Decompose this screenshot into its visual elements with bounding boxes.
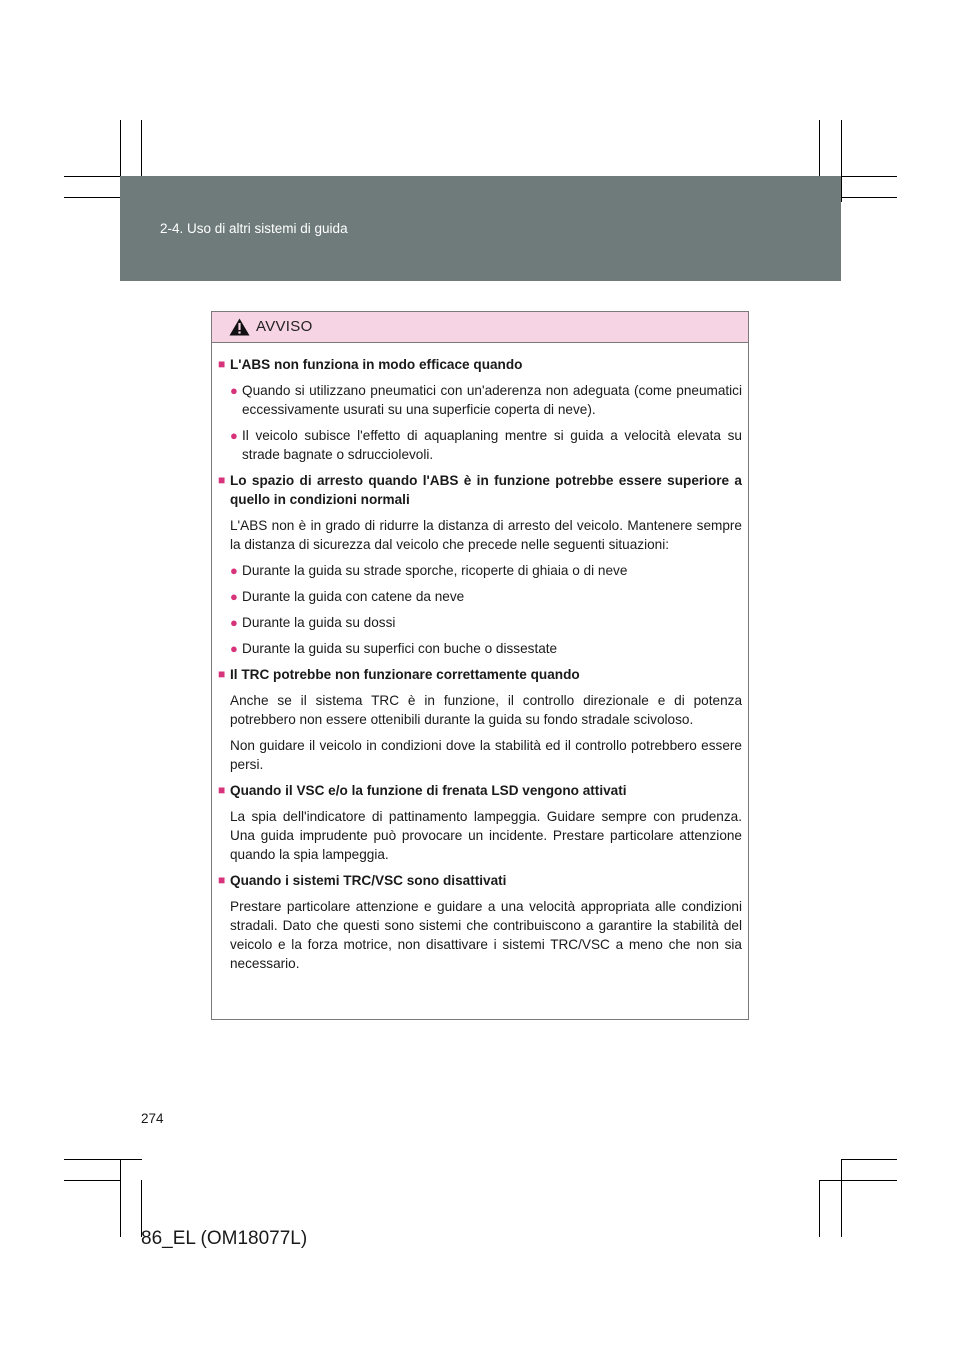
square-bullet-icon: ■ xyxy=(218,873,226,887)
crop-mark xyxy=(64,1159,142,1160)
warning-section xyxy=(218,871,742,973)
round-bullet-icon: ● xyxy=(230,428,238,443)
section-heading xyxy=(218,781,742,800)
section-heading-text: L'ABS non funziona in modo efficace quando xyxy=(230,357,523,372)
warning-body xyxy=(212,343,748,973)
section-heading-text: Quando i sistemi TRC/VSC sono disattivati xyxy=(230,873,507,888)
section-heading-text: Il TRC potrebbe non funzionare correttamente quando xyxy=(230,667,580,682)
list-item-text: Il veicolo subisce l'effetto di aquaplaning mentre si guida a velocità elevata su strade bagnate o sdrucciolevoli. xyxy=(242,428,742,462)
section-heading-text: Quando il VSC e/o la funzione di frenata LSD vengono attivati xyxy=(230,783,627,798)
list-item-text: Quando si utilizzano pneumatici con un'aderenza non adeguata (come pneumatici eccessivamente usurati su una superficie coperta di neve). xyxy=(242,383,742,417)
crop-mark xyxy=(841,120,842,202)
crop-mark xyxy=(819,1180,897,1181)
list-item-text: Durante la guida su superfici con buche o dissestate xyxy=(242,641,558,656)
list-item xyxy=(218,561,742,580)
warning-triangle-icon xyxy=(229,318,250,336)
body-paragraph: Anche se il sistema TRC è in funzione, il controllo direzionale e di potenza potrebbero non essere ottenibili durante la guida su fondo stradale scivoloso. xyxy=(230,693,742,727)
crop-mark xyxy=(841,1159,842,1237)
section-heading xyxy=(218,355,742,374)
list-item-text: Durante la guida con catene da neve xyxy=(242,589,465,604)
square-bullet-icon: ■ xyxy=(218,473,226,487)
list-item xyxy=(218,613,742,632)
warning-section xyxy=(218,781,742,864)
section-heading xyxy=(218,871,742,890)
warning-section xyxy=(218,665,742,774)
warning-box xyxy=(211,311,749,1020)
list-item-text: Durante la guida su dossi xyxy=(242,615,396,630)
list-item xyxy=(218,587,742,606)
section-heading-text: Lo spazio di arresto quando l'ABS è in funzione potrebbe essere superiore a quello in condizioni normali xyxy=(230,473,742,507)
section-heading xyxy=(218,471,742,509)
warning-section xyxy=(218,355,742,464)
square-bullet-icon: ■ xyxy=(218,357,226,371)
body-paragraph: La spia dell'indicatore di pattinamento lampeggia. Guidare sempre con prudenza. Una guida imprudente può provocare un incidente. Prestare particolare attenzione quando la spia lampeggia. xyxy=(230,809,742,862)
section-header xyxy=(120,176,841,281)
section-title: 2-4. Uso di altri sistemi di guida xyxy=(160,221,348,236)
body-paragraph: L'ABS non è in grado di ridurre la distanza di arresto del veicolo. Mantenere sempre la distanza di sicurezza dal veicolo che precede nelle seguenti situazioni: xyxy=(230,518,742,552)
warning-section xyxy=(218,471,742,658)
list-item xyxy=(218,639,742,658)
round-bullet-icon: ● xyxy=(230,383,238,398)
list-item-text: Durante la guida su strade sporche, ricoperte di ghiaia o di neve xyxy=(242,563,628,578)
list-item xyxy=(218,381,742,419)
warning-label: AVVISO xyxy=(256,318,313,335)
crop-mark xyxy=(120,1159,121,1237)
body-paragraph: Prestare particolare attenzione e guidare a una velocità appropriata alle condizioni stradali. Dato che questi sono sistemi che contribuiscono a garantire la stabilità del veicolo e la forza motrice, non disattivare i sistemi TRC/VSC a meno che non sia necessario. xyxy=(230,899,742,971)
crop-mark xyxy=(64,1180,121,1181)
page-number: 274 xyxy=(141,1111,164,1126)
crop-mark xyxy=(819,1180,820,1237)
section-heading xyxy=(218,665,742,684)
body-paragraph: Non guidare il veicolo in condizioni dove la stabilità ed il controllo potrebbero essere persi. xyxy=(230,738,742,772)
square-bullet-icon: ■ xyxy=(218,783,226,797)
warning-header xyxy=(212,312,748,343)
round-bullet-icon: ● xyxy=(230,615,238,630)
round-bullet-icon: ● xyxy=(230,563,238,578)
document-code: 86_EL (OM18077L) xyxy=(141,1228,308,1249)
square-bullet-icon: ■ xyxy=(218,667,226,681)
list-item xyxy=(218,426,742,464)
crop-mark xyxy=(841,1159,897,1160)
round-bullet-icon: ● xyxy=(230,641,238,656)
round-bullet-icon: ● xyxy=(230,589,238,604)
